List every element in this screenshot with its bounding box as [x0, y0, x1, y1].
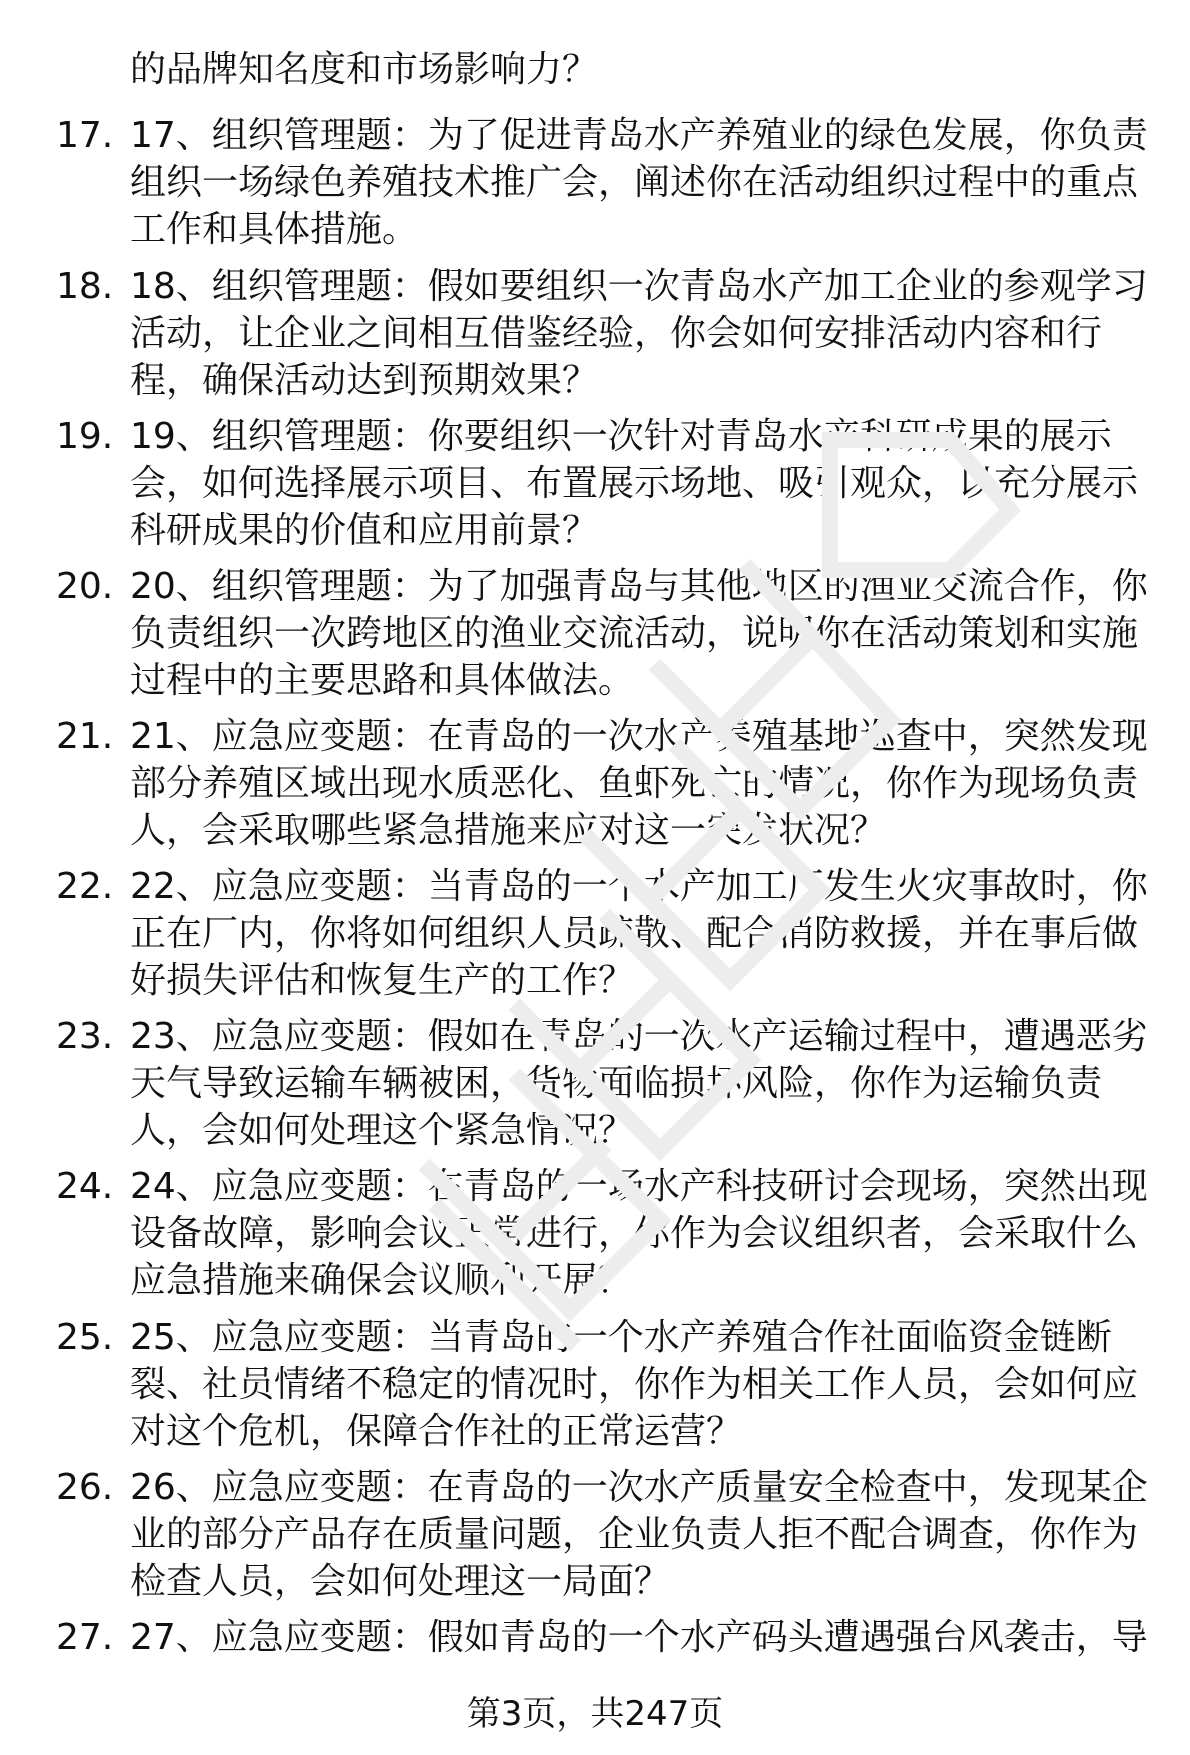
question-number: 25.	[56, 1317, 114, 1358]
question-number: 27.	[56, 1617, 114, 1658]
question-line: 21、应急应变题：在青岛的一次水产养殖基地巡查中，突然发现	[130, 716, 1148, 757]
question-line: 组织一场绿色养殖技术推广会，阐述你在活动组织过程中的重点	[130, 162, 1139, 203]
question-text	[130, 1013, 1160, 1154]
question-line: 17、组织管理题：为了促进青岛水产养殖业的绿色发展，你负责	[130, 115, 1148, 156]
question-line: 负责组织一次跨地区的渔业交流活动，说明你在活动策划和实施	[130, 613, 1139, 654]
question-line: 27、应急应变题：假如青岛的一个水产码头遭遇强台风袭击，导	[130, 1617, 1148, 1658]
question-line: 20、组织管理题：为了加强青岛与其他地区的渔业交流合作，你	[130, 566, 1148, 607]
question-line: 业的部分产品存在质量问题，企业负责人拒不配合调查，你作为	[130, 1514, 1139, 1555]
question-line: 天气导致运输车辆被困，货物面临损坏风险，你作为运输负责	[130, 1063, 1103, 1104]
question-line: 裂、社员情绪不稳定的情况时，你作为相关工作人员，会如何应	[130, 1364, 1139, 1405]
question-line: 24、应急应变题：在青岛的一场水产科技研讨会现场，突然出现	[130, 1166, 1148, 1207]
question-text	[130, 1614, 1160, 1661]
question-line: 过程中的主要思路和具体做法。	[130, 660, 635, 701]
question-line: 22、应急应变题：当青岛的一个水产加工厂发生火灾事故时，你	[130, 866, 1148, 907]
question-text	[130, 1464, 1160, 1605]
question-line: 对这个危机，保障合作社的正常运营？	[130, 1411, 743, 1452]
question-line: 活动，让企业之间相互借鉴经验，你会如何安排活动内容和行	[130, 313, 1103, 354]
question-line: 设备故障，影响会议正常进行，你作为会议组织者，会采取什么	[130, 1213, 1139, 1254]
question-text	[130, 563, 1160, 704]
question-line: 检查人员，会如何处理这一局面？	[130, 1561, 671, 1602]
continuation-text: 的品牌知名度和市场影响力？	[130, 49, 599, 90]
question-line: 好损失评估和恢复生产的工作？	[130, 960, 635, 1001]
question-line: 23、应急应变题：假如在青岛的一次水产运输过程中，遭遇恶劣	[130, 1016, 1148, 1057]
question-number: 23.	[56, 1016, 114, 1057]
question-line: 程，确保活动达到预期效果？	[130, 360, 599, 401]
question-line: 25、应急应变题：当青岛的一个水产养殖合作社面临资金链断	[130, 1317, 1112, 1358]
question-text	[130, 1163, 1160, 1304]
question-number: 18.	[56, 266, 114, 307]
question-line: 人，会如何处理这个紧急情况？	[130, 1110, 635, 1151]
question-line: 19、组织管理题：你要组织一次针对青岛水产科研成果的展示	[130, 416, 1112, 457]
question-line: 正在厂内，你将如何组织人员疏散、配合消防救援，并在事后做	[130, 913, 1139, 954]
question-line: 部分养殖区域出现水质恶化、鱼虾死亡的情况，你作为现场负责	[130, 763, 1139, 804]
question-line: 人，会采取哪些紧急措施来应对这一突发状况？	[130, 810, 887, 851]
question-number: 22.	[56, 866, 114, 907]
question-text	[130, 413, 1160, 554]
question-number: 20.	[56, 566, 114, 607]
question-line: 科研成果的价值和应用前景？	[130, 510, 599, 551]
question-line: 会，如何选择展示项目、布置展示场地、吸引观众，以充分展示	[130, 463, 1139, 504]
question-line: 工作和具体措施。	[130, 209, 419, 250]
question-text	[130, 112, 1160, 253]
question-number: 21.	[56, 716, 114, 757]
question-text	[130, 713, 1160, 854]
question-text	[130, 863, 1160, 1004]
question-text	[130, 263, 1160, 404]
question-number: 19.	[56, 416, 114, 457]
question-number: 26.	[56, 1467, 114, 1508]
page-number-footer: 第3页，共247页	[466, 1694, 724, 1734]
question-line: 26、应急应变题：在青岛的一次水产质量安全检查中，发现某企	[130, 1467, 1148, 1508]
question-text	[130, 1314, 1160, 1455]
question-number: 24.	[56, 1166, 114, 1207]
question-line: 18、组织管理题：假如要组织一次青岛水产加工企业的参观学习	[130, 266, 1148, 307]
question-line: 应急措施来确保会议顺利开展？	[130, 1260, 635, 1301]
question-number: 17.	[56, 115, 114, 156]
